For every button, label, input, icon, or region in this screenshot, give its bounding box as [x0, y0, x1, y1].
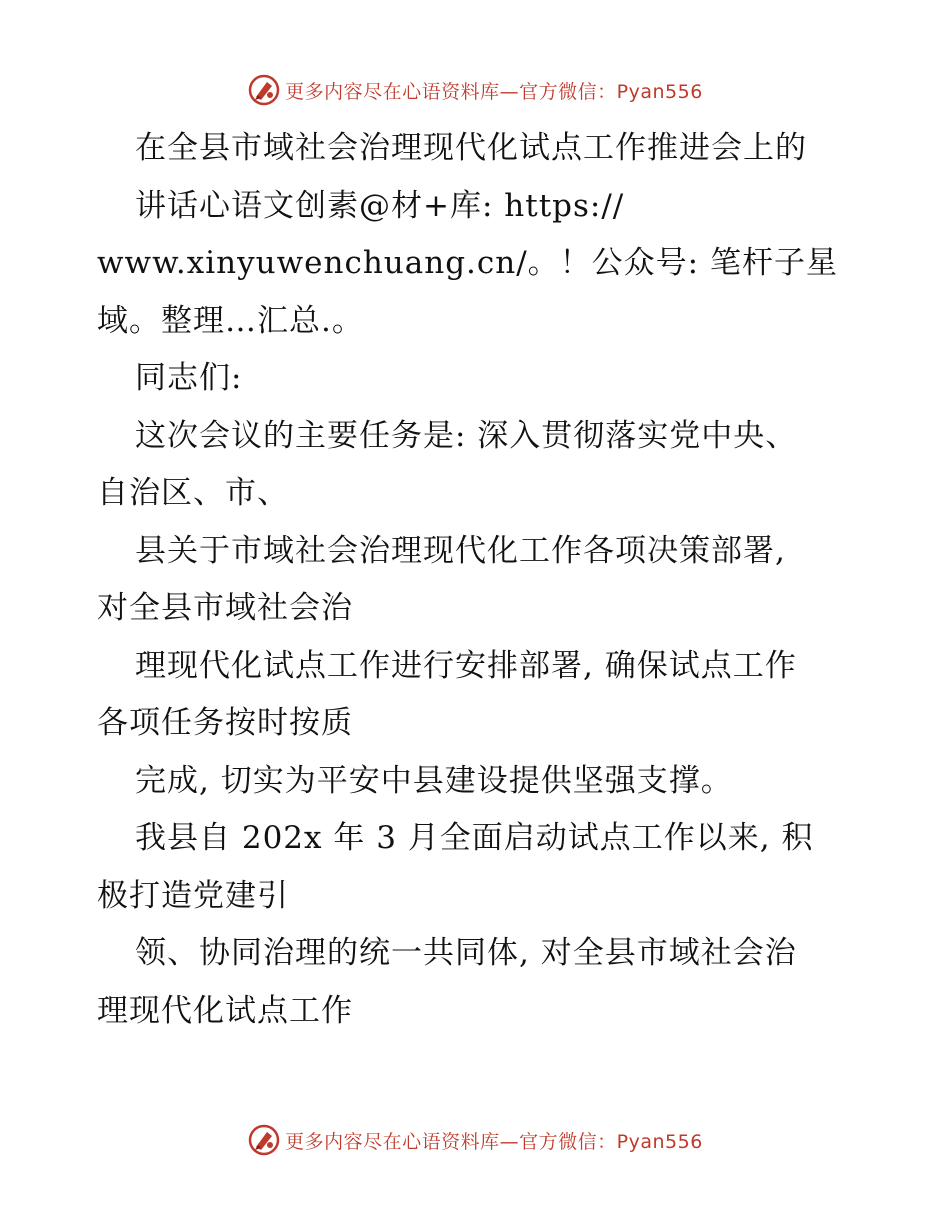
text-line: 对全县市域社会治 [97, 590, 353, 626]
footer-banner [0, 1120, 950, 1160]
text-line: 县关于市域社会治理现代化工作各项决策部署, [135, 532, 786, 569]
brand-logo-icon [247, 1123, 281, 1157]
text-line: 理现代化试点工作 [97, 992, 353, 1029]
brand-logo-icon [247, 73, 281, 107]
text-line: 在全县市域社会治理现代化试点工作推进会上的 [135, 130, 807, 166]
header-banner-text: 更多内容尽在心语资料库—官方微信：Pyan556 [285, 80, 703, 103]
text-line: 自治区、市、 [97, 475, 289, 511]
footer-banner-text: 更多内容尽在心语资料库—官方微信：Pyan556 [285, 1130, 703, 1153]
text-line: 我县自 202x 年 3 月全面启动试点工作以来, 积 [135, 820, 814, 856]
document-body [97, 120, 857, 1040]
text-line: 理现代化试点工作进行安排部署, 确保试点工作 [135, 647, 797, 684]
text-line: 同志们: [135, 360, 243, 396]
text-line: 讲话心语文创素@材+库: https:// [135, 187, 625, 224]
text-line: 完成, 切实为平安中县建设提供坚强支撑。 [135, 762, 733, 799]
text-line: 极打造党建引 [97, 877, 289, 914]
text-line: 各项任务按时按质 [97, 705, 353, 741]
text-line: 域。整理…汇总.。 [97, 302, 364, 339]
text-line: 这次会议的主要任务是: 深入贯彻落实党中央、 [135, 417, 798, 454]
header-banner [0, 70, 950, 110]
text-line: 领、协同治理的统一共同体, 对全县市域社会治 [135, 935, 797, 971]
text-line: www.xinyuwenchuang.cn/。！公众号: 笔杆子星 [97, 245, 838, 281]
